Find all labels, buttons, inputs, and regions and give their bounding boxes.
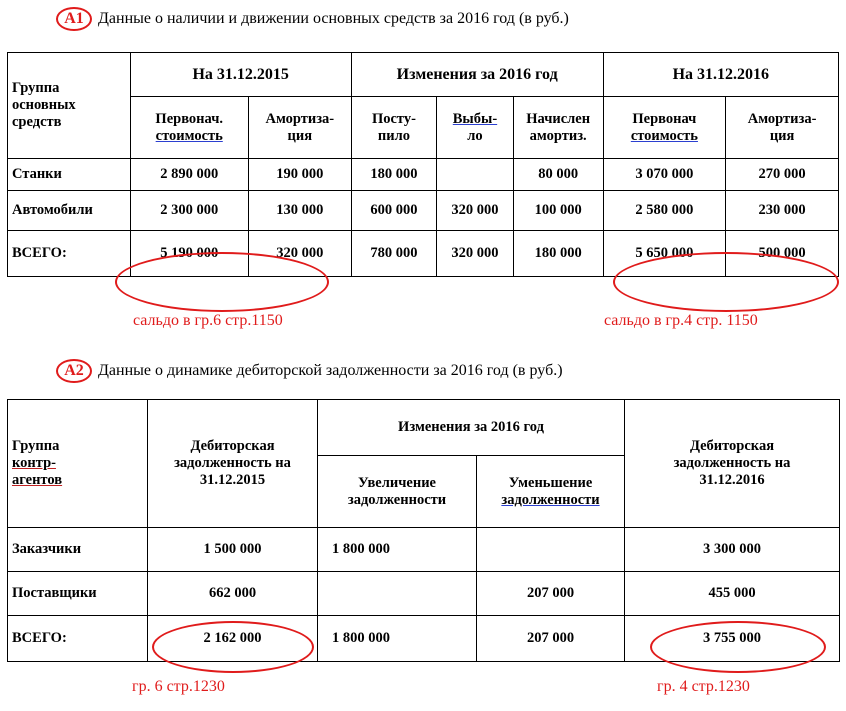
cell-value: 5 650 000 (603, 231, 726, 277)
subheader-line-2: стоимость (630, 127, 698, 144)
annotation-note-3: гр. 6 стр.1230 (132, 678, 225, 695)
cell-value: 1 800 000 (318, 616, 477, 662)
subheader-received (351, 97, 436, 159)
subheader-line-1: Уменьшение (508, 474, 593, 491)
marker-a1: А1 (56, 7, 92, 31)
group-header-1 (148, 400, 318, 528)
subheader-line-1: Посту- (371, 110, 416, 127)
group-header-1: На 31.12.2015 (130, 53, 351, 97)
subheader-line-2: задолженности (347, 491, 447, 508)
subheader-cost-2015 (130, 97, 248, 159)
fixed-assets-table (7, 52, 839, 277)
corner-cell (8, 53, 131, 159)
corner-cell (8, 400, 148, 528)
cell-value: 3 070 000 (603, 159, 726, 191)
corner-line-3: агентов (12, 472, 63, 488)
cell-value: 2 890 000 (130, 159, 248, 191)
subheader-line-1: Первонач. (155, 110, 224, 127)
corner-line-2: основных (12, 97, 76, 113)
table-row (8, 528, 840, 572)
row-label: ВСЕГО: (8, 231, 131, 277)
cell-value: 2 300 000 (130, 191, 248, 231)
group-header-line-1: Дебиторская (689, 438, 775, 454)
cell-value: 3 755 000 (625, 616, 840, 662)
cell-value: 1 800 000 (318, 528, 477, 572)
cell-value (477, 528, 625, 572)
subheader-line-2: пило (377, 127, 411, 144)
cell-value: 3 300 000 (625, 528, 840, 572)
annotation-note-1: сальдо в гр.6 стр.1150 (133, 312, 283, 329)
section-title-a1: Данные о наличии и движении основных средств за 2016 год (в руб.) (98, 10, 569, 27)
cell-value (437, 159, 514, 191)
marker-a2: А2 (56, 359, 92, 383)
subheader-accrued (513, 97, 603, 159)
subheader-decrease (477, 456, 625, 528)
cell-value: 207 000 (477, 616, 625, 662)
section-header-a2 (56, 358, 563, 384)
table-row (8, 159, 839, 191)
subheader-increase (318, 456, 477, 528)
cell-value: 1 500 000 (148, 528, 318, 572)
subheader-amort-2015 (248, 97, 351, 159)
group-header-2: Изменения за 2016 год (351, 53, 603, 97)
cell-value: 180 000 (351, 159, 436, 191)
subheader-line-2: стоимость (155, 127, 223, 144)
corner-line-2: контр- (12, 455, 56, 471)
table-row-total (8, 231, 839, 277)
row-label: ВСЕГО: (8, 616, 148, 662)
table-row (8, 572, 840, 616)
cell-value: 600 000 (351, 191, 436, 231)
group-header-2: Изменения за 2016 год (318, 400, 625, 456)
annotation-note-2: сальдо в гр.4 стр. 1150 (604, 312, 758, 329)
subheader-line-1: Первонач (632, 110, 697, 127)
cell-value: 455 000 (625, 572, 840, 616)
cell-value: 320 000 (248, 231, 351, 277)
cell-value: 207 000 (477, 572, 625, 616)
cell-value: 662 000 (148, 572, 318, 616)
cell-value: 320 000 (437, 191, 514, 231)
cell-value: 2 162 000 (148, 616, 318, 662)
cell-value: 5 190 000 (130, 231, 248, 277)
subheader-cost-2016 (603, 97, 726, 159)
row-label: Заказчики (8, 528, 148, 572)
subheader-line-2: ло (467, 127, 483, 144)
cell-value: 80 000 (513, 159, 603, 191)
subheader-line-1: Увеличение (358, 474, 436, 491)
subheader-line-2: ция (769, 127, 795, 144)
subheader-line-1: Начислен (526, 110, 591, 127)
section-title-a2: Данные о динамике дебиторской задолженности за 2016 год (в руб.) (98, 362, 563, 379)
subheader-line-2: задолженности (501, 491, 600, 508)
cell-value: 500 000 (726, 231, 839, 277)
cell-value: 100 000 (513, 191, 603, 231)
subheader-line-2: амортиз. (529, 127, 587, 144)
section-header-a1 (56, 6, 569, 32)
cell-value: 130 000 (248, 191, 351, 231)
table-header-row (8, 400, 840, 456)
subheader-amort-2016 (726, 97, 839, 159)
group-header-3 (625, 400, 840, 528)
cell-value: 270 000 (726, 159, 839, 191)
cell-value: 180 000 (513, 231, 603, 277)
subheader-line-1: Выбы- (452, 110, 498, 127)
annotation-note-4: гр. 4 стр.1230 (657, 678, 750, 695)
cell-value (318, 572, 477, 616)
receivables-table (7, 399, 840, 662)
cell-value: 2 580 000 (603, 191, 726, 231)
cell-value: 320 000 (437, 231, 514, 277)
table-header-row (8, 53, 839, 97)
corner-line-1: Группа (12, 80, 60, 96)
corner-line-3: средств (12, 114, 62, 130)
cell-value: 780 000 (351, 231, 436, 277)
row-label: Автомобили (8, 191, 131, 231)
row-label: Поставщики (8, 572, 148, 616)
table-row-total (8, 616, 840, 662)
row-label: Станки (8, 159, 131, 191)
subheader-line-1: Амортиза- (265, 110, 335, 127)
group-header-3: На 31.12.2016 (603, 53, 838, 97)
cell-value: 230 000 (726, 191, 839, 231)
group-header-line-3: 31.12.2015 (199, 472, 266, 488)
group-header-line-2: задолженность на (673, 455, 791, 471)
group-header-line-2: задолженность на (174, 455, 291, 471)
group-header-line-3: 31.12.2016 (699, 472, 765, 488)
table-subheader-row (8, 97, 839, 159)
corner-line-1: Группа (12, 438, 60, 454)
subheader-disposed (437, 97, 514, 159)
group-header-line-1: Дебиторская (190, 438, 275, 454)
cell-value: 190 000 (248, 159, 351, 191)
subheader-line-1: Амортиза- (747, 110, 817, 127)
table-row (8, 191, 839, 231)
subheader-line-2: ция (287, 127, 313, 144)
